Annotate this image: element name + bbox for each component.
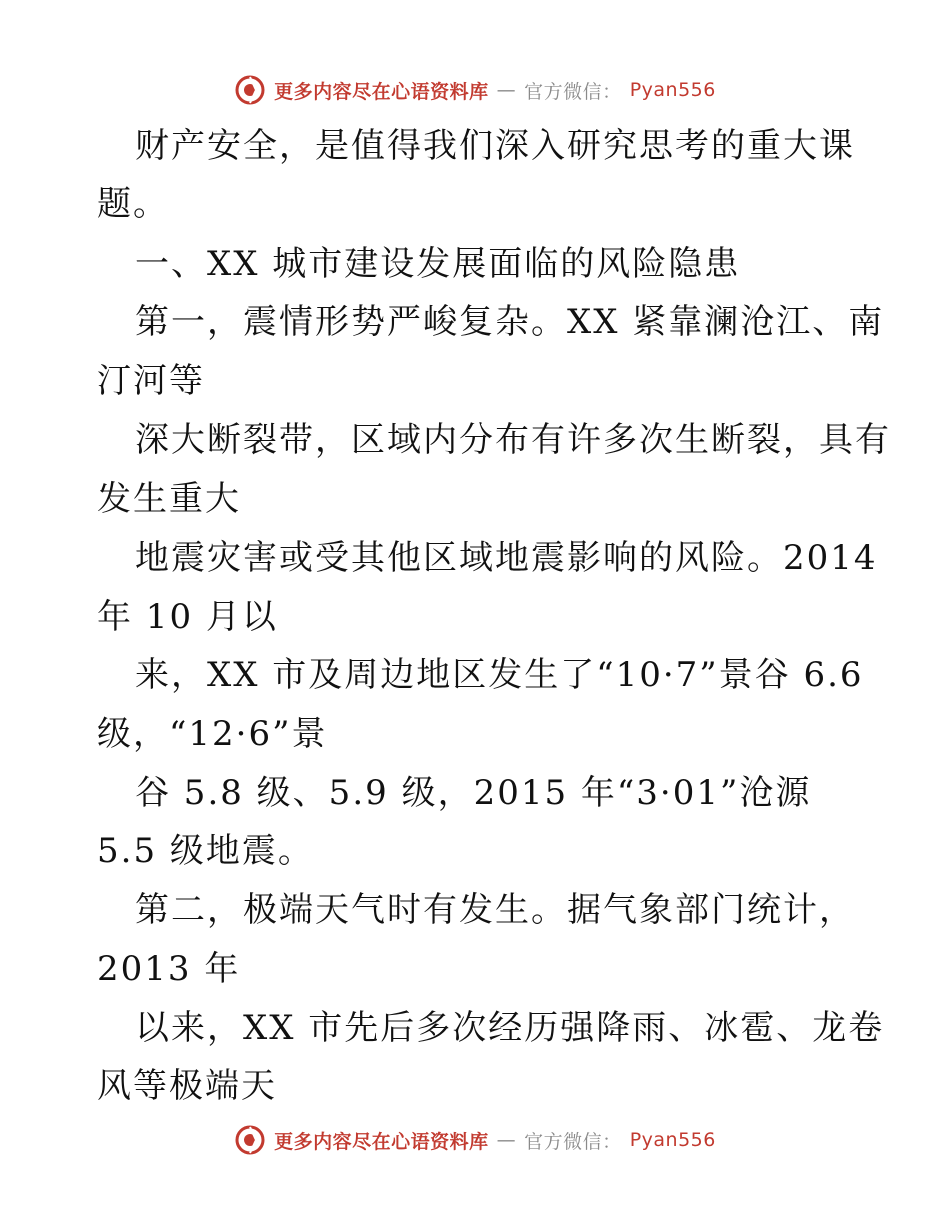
footer-contact-id: Pyan556 <box>629 1129 716 1151</box>
text-line-1: 财产安全，是值得我们深入研究思考的重大课 <box>135 126 855 166</box>
header-brand-text: 更多内容尽在心语资料库 <box>274 80 489 103</box>
text-line-4: 第一，震情形势严峻复杂。XX 紧靠澜沧江、南 <box>135 302 885 342</box>
header-watermark <box>0 70 950 110</box>
text-line-12: 谷 5.8 级、5.9 级，2015 年“3·01”沧源 <box>135 773 812 813</box>
section-heading: 一、XX 城市建设发展面临的风险隐患 <box>135 244 741 284</box>
text-line-15: 2013 年 <box>97 949 241 989</box>
text-line-14: 第二，极端天气时有发生。据气象部门统计， <box>135 890 855 930</box>
text-line-5: 汀河等 <box>97 361 205 401</box>
header-contact-label: 官方微信： <box>524 80 622 103</box>
text-line-13: 5.5 级地震。 <box>97 831 314 871</box>
header-separator: — <box>496 79 517 101</box>
logo-icon <box>234 74 266 106</box>
text-line-6: 深大断裂带，区域内分布有许多次生断裂，具有 <box>135 420 891 460</box>
text-line-7: 发生重大 <box>97 479 241 519</box>
footer-separator: — <box>496 1129 517 1151</box>
text-line-10: 来，XX 市及周边地区发生了“10·7”景谷 6.6 <box>135 655 864 695</box>
footer-contact-label: 官方微信： <box>524 1130 622 1153</box>
text-line-9: 年 10 月以 <box>97 597 278 637</box>
header-contact-id: Pyan556 <box>629 79 716 101</box>
footer-brand-text: 更多内容尽在心语资料库 <box>274 1130 489 1153</box>
text-line-8: 地震灾害或受其他区域地震影响的风险。2014 <box>135 538 878 578</box>
text-line-17: 风等极端天 <box>97 1066 277 1106</box>
text-line-2: 题。 <box>97 184 169 224</box>
text-line-11: 级，“12·6”景 <box>97 714 328 754</box>
footer-watermark <box>0 1120 950 1160</box>
text-line-16: 以来，XX 市先后多次经历强降雨、冰雹、龙卷 <box>135 1008 885 1048</box>
logo-icon <box>234 1124 266 1156</box>
